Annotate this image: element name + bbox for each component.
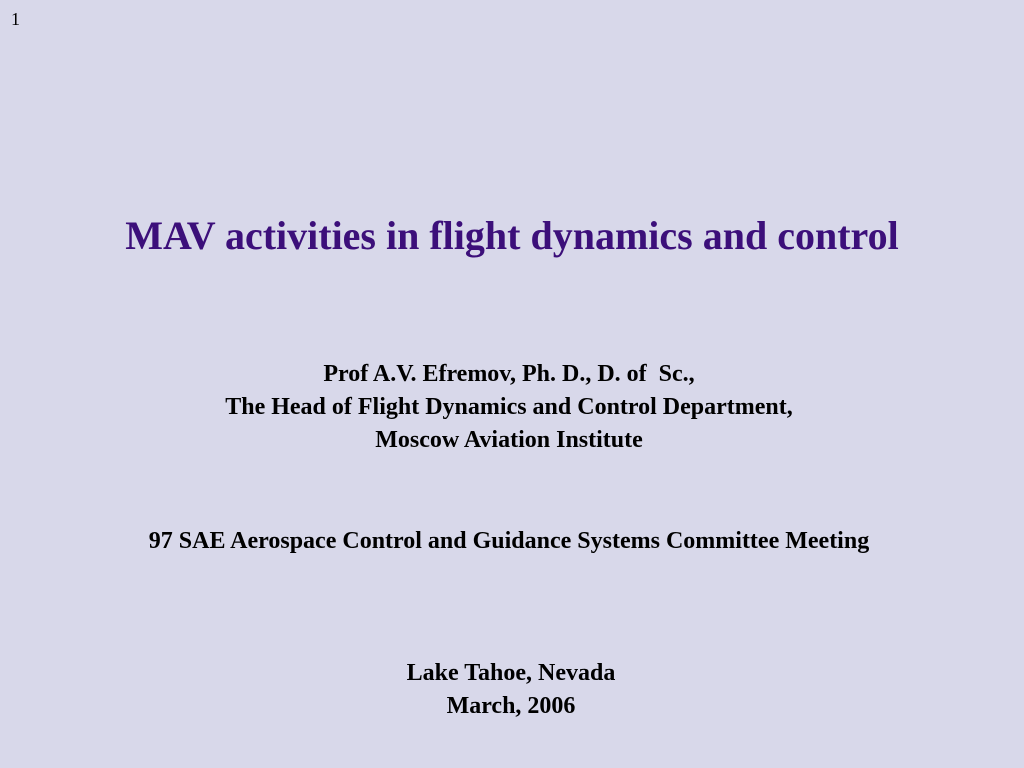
meeting-name: 97 SAE Aerospace Control and Guidance Systems Committee Meeting (148, 528, 870, 554)
slide-title: MAV activities in flight dynamics and control (125, 213, 899, 258)
author-institution: Moscow Aviation Institute (375, 427, 643, 453)
meeting-location: Lake Tahoe, Nevada (406, 660, 616, 686)
slide-number: 1 (11, 9, 20, 29)
author-block (0, 358, 1018, 457)
location-block (0, 657, 1022, 723)
author-position: The Head of Flight Dynamics and Control Department, (225, 394, 793, 420)
meeting-date: March, 2006 (446, 693, 576, 719)
author-name: Prof A.V. Efremov, Ph. D., D. of Sc., (323, 361, 695, 387)
